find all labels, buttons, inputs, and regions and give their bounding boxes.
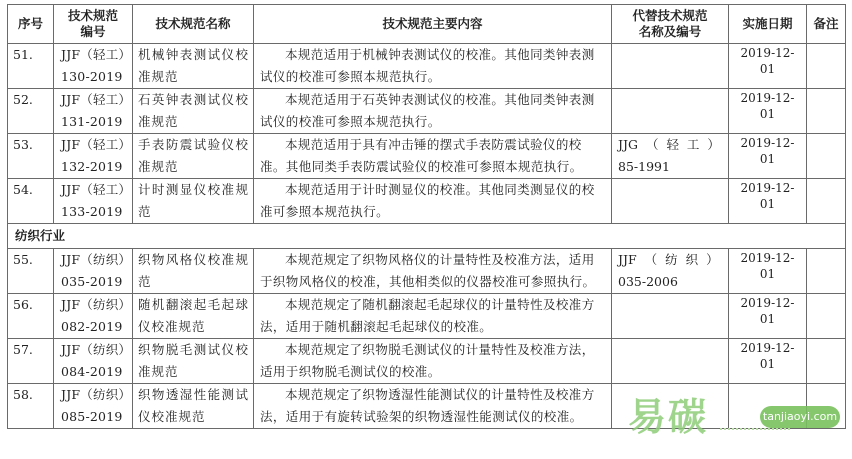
section-body: [8, 224, 846, 249]
row-replace: [612, 89, 729, 134]
row-replace: [612, 339, 729, 384]
row-content: 本规范规定了织物风格仪的计量特性及校准方法，适用于织物风格仪的校准，其他相类似的仪器校准可参照执行。: [254, 249, 612, 294]
row-remark: [807, 44, 846, 89]
row-replace: [612, 179, 729, 224]
row-seq: 52.: [8, 89, 54, 134]
row-code: JJF（轻工）133-2019: [54, 179, 133, 224]
header-remark: 备注: [807, 5, 846, 44]
row-remark: [807, 89, 846, 134]
row-remark: [807, 339, 846, 384]
table-row: [8, 179, 846, 224]
row-name: 随机翻滚起毛起球仪校准规范: [133, 294, 254, 339]
watermark-url: tanjiaoyi.com: [760, 406, 840, 428]
section-title: 纺织行业: [8, 224, 846, 249]
row-content: 本规范规定了织物脱毛测试仪的计量特性及校准方法，适用于织物脱毛测试仪的校准。: [254, 339, 612, 384]
row-code: JJF（纺织）082-2019: [54, 294, 133, 339]
table-row: [8, 294, 846, 339]
row-code: JJF（轻工）132-2019: [54, 134, 133, 179]
header-code-line1: 技术规范: [67, 8, 118, 23]
row-content: 本规范适用于石英钟表测试仪的校准。其他同类钟表测试仪的校准可参照本规范执行。: [254, 89, 612, 134]
row-seq: 54.: [8, 179, 54, 224]
group1-body: [8, 44, 846, 224]
row-content: 本规范适用于机械钟表测试仪的校准。其他同类钟表测试仪的校准可参照本规范执行。: [254, 44, 612, 89]
watermark: [628, 386, 850, 452]
row-date: 2019-12-01: [729, 89, 807, 134]
row-seq: 55.: [8, 249, 54, 294]
row-seq: 57.: [8, 339, 54, 384]
row-name: 织物脱毛测试仪校准规范: [133, 339, 254, 384]
table-row: [8, 134, 846, 179]
header-replace-line1: 代替技术规范: [632, 8, 708, 23]
header-name: 技术规范名称: [133, 5, 254, 44]
row-remark: [807, 294, 846, 339]
header-code: [54, 5, 133, 44]
row-date: 2019-12-01: [729, 44, 807, 89]
row-date: 2019-12-01: [729, 134, 807, 179]
row-code: JJF（纺织）035-2019: [54, 249, 133, 294]
section-row: [8, 224, 846, 249]
row-date: 2019-12-01: [729, 294, 807, 339]
row-code: JJF（纺织）084-2019: [54, 339, 133, 384]
standards-table: [7, 4, 846, 429]
table-row: [8, 44, 846, 89]
row-name: 织物透湿性能测试仪校准规范: [133, 384, 254, 429]
row-seq: 58.: [8, 384, 54, 429]
row-name: 手表防震试验仪校准规范: [133, 134, 254, 179]
watermark-logo-text: 易碳: [628, 395, 709, 439]
row-remark: [807, 134, 846, 179]
row-content: 本规范规定了织物透湿性能测试仪的计量特性及校准方法，适用于有旋转试验架的织物透湿性能测试仪的校准。: [254, 384, 612, 429]
row-content: 本规范适用于计时测显仪的校准。其他同类测显仪的校准可参照本规范执行。: [254, 179, 612, 224]
row-remark: [807, 249, 846, 294]
header-replace: [612, 5, 729, 44]
row-replace: JJF （ 纺 织 ） 035-2006: [612, 249, 729, 294]
watermark-divider: [720, 428, 790, 432]
header-replace-line2: 名称及编号: [638, 24, 702, 39]
row-replace: [612, 44, 729, 89]
row-name: 计时测显仪校准规范: [133, 179, 254, 224]
row-seq: 56.: [8, 294, 54, 339]
row-code: JJF（轻工）130-2019: [54, 44, 133, 89]
row-date: 2019-12-01: [729, 179, 807, 224]
row-content: 本规范适用于具有冲击锤的摆式手表防震试验仪的校准。其他同类手表防震试验仪的校准可参照本规范执行。: [254, 134, 612, 179]
header-code-line2: 编号: [80, 24, 106, 39]
header-content: 技术规范主要内容: [254, 5, 612, 44]
header-seq: 序号: [8, 5, 54, 44]
row-replace: JJG （ 轻 工 ） 85-1991: [612, 134, 729, 179]
table-row: [8, 249, 846, 294]
row-seq: 51.: [8, 44, 54, 89]
row-code: JJF（轻工）131-2019: [54, 89, 133, 134]
row-date: 2019-12-01: [729, 339, 807, 384]
row-name: 机械钟表测试仪校准规范: [133, 44, 254, 89]
row-name: 石英钟表测试仪校准规范: [133, 89, 254, 134]
row-code: JJF（纺织）085-2019: [54, 384, 133, 429]
row-name: 织物风格仪校准规范: [133, 249, 254, 294]
row-replace: [612, 294, 729, 339]
table-row: [8, 339, 846, 384]
header-row: [8, 5, 846, 44]
table-row: [8, 89, 846, 134]
row-remark: [807, 179, 846, 224]
row-seq: 53.: [8, 134, 54, 179]
header-date: 实施日期: [729, 5, 807, 44]
row-date: 2019-12-01: [729, 249, 807, 294]
row-content: 本规范规定了随机翻滚起毛起球仪的计量特性及校准方法，适用于随机翻滚起毛起球仪的校准。: [254, 294, 612, 339]
